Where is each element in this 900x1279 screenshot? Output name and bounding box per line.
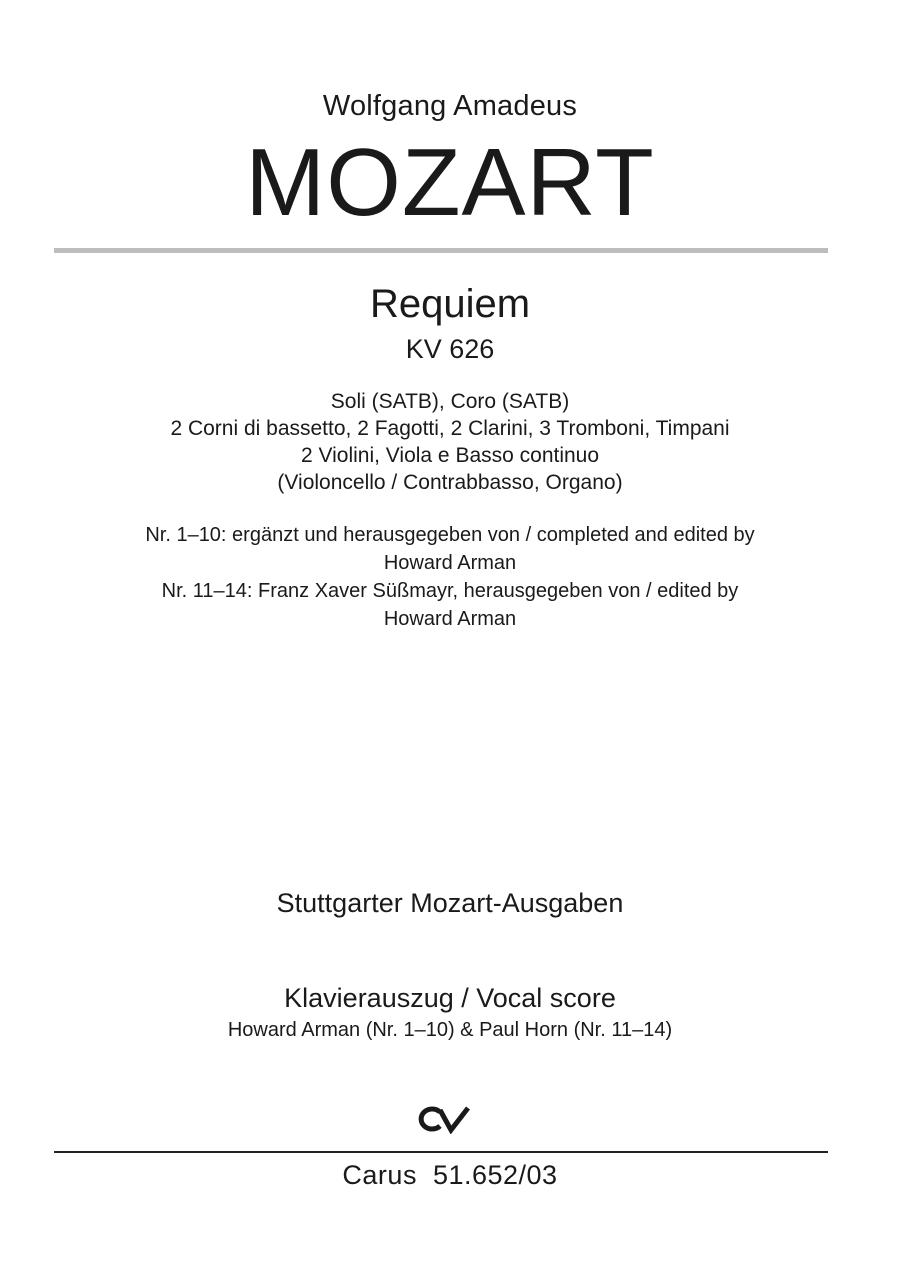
top-rule [54, 248, 828, 253]
composer-first-names: Wolfgang Amadeus [322, 90, 578, 122]
series-title: Stuttgarter Mozart-Ausgaben [276, 888, 624, 918]
editor-line: Howard Arman [383, 608, 517, 630]
scoring-line: 2 Violini, Viola e Basso continuo [300, 444, 600, 467]
scoring-line: 2 Corni di bassetto, 2 Fagotti, 2 Clarini, 3 Tromboni, Timpani [170, 417, 730, 440]
editor-line: Nr. 11–14: Franz Xaver Süßmayr, herausgegeben von / edited by [161, 580, 739, 602]
scoring-line: (Violoncello / Contrabbasso, Organo) [277, 471, 623, 494]
vocal-score-title: Klavierauszug / Vocal score [284, 983, 616, 1013]
editors-block [0, 521, 900, 633]
composer-surname: MOZART [245, 129, 655, 236]
scoring-block [0, 388, 900, 496]
editor-line: Nr. 1–10: ergänzt und herausgegeben von / completed and edited by [145, 524, 755, 546]
scoring-line: Soli (SATB), Coro (SATB) [330, 390, 570, 413]
work-title: Requiem [369, 282, 531, 326]
work-catalogue-number: KV 626 [405, 334, 495, 364]
bottom-rule [54, 1151, 828, 1153]
vocal-score-arrangers: Howard Arman (Nr. 1–10) & Paul Horn (Nr. 11–14) [227, 1019, 673, 1041]
carus-cv-logo-icon [418, 1104, 470, 1134]
editor-line: Howard Arman [383, 552, 517, 574]
catalog-number: Carus 51.652/03 [342, 1160, 558, 1190]
